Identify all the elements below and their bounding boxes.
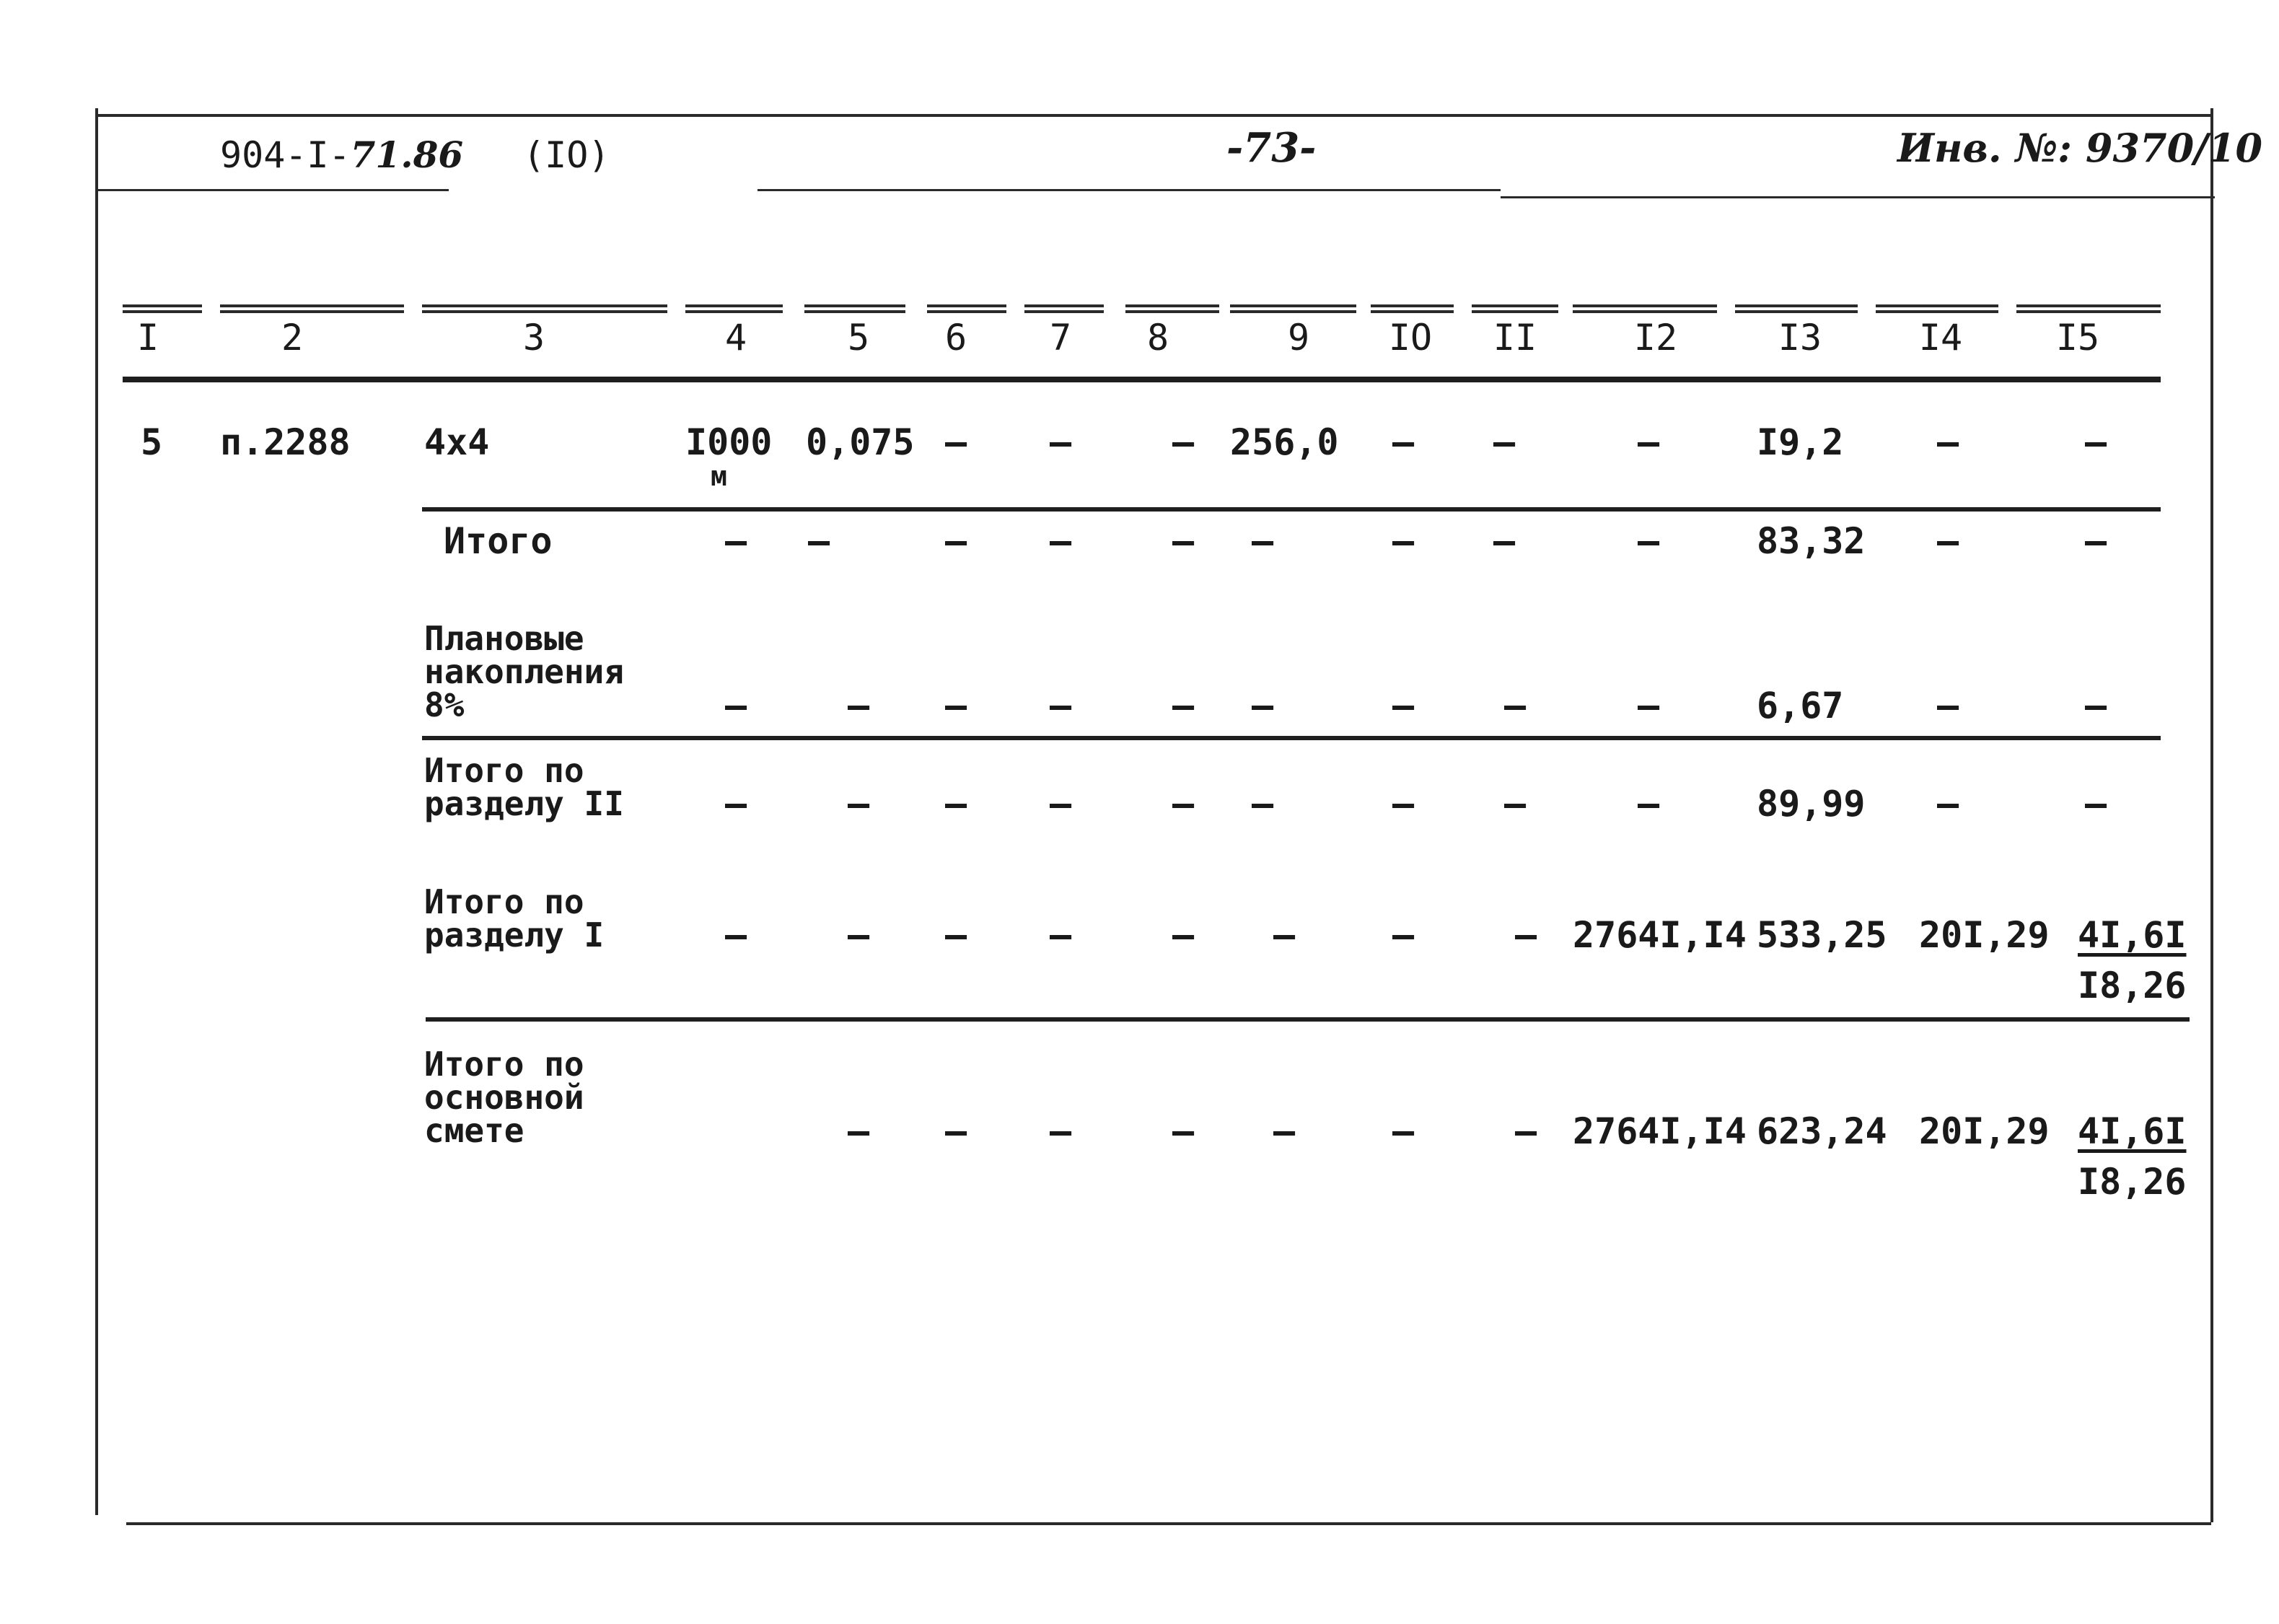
fraction-numerator: 4I,6I bbox=[2078, 914, 2187, 956]
fraction-numerator: 4I,6I bbox=[2078, 1110, 2187, 1152]
column-header-rule bbox=[2016, 304, 2161, 313]
cell-col12: 2764I,I4 bbox=[1573, 1110, 1747, 1152]
row-label-line: Итого по bbox=[424, 1045, 584, 1084]
document-code bbox=[220, 133, 463, 177]
cell-col6: – bbox=[944, 914, 967, 956]
cell-col15-fraction bbox=[2078, 1111, 2187, 1202]
cell-col6: – bbox=[944, 1110, 967, 1152]
column-header-rule bbox=[804, 304, 905, 313]
cell-col14: – bbox=[1936, 520, 1959, 562]
cell-col4: – bbox=[724, 685, 747, 727]
cell-col10: – bbox=[1392, 1110, 1415, 1152]
cell-col13: 89,99 bbox=[1757, 783, 1866, 825]
cell-col6: – bbox=[944, 783, 967, 825]
cell-col10: – bbox=[1392, 783, 1415, 825]
fraction-denominator: I8,26 bbox=[2078, 1161, 2187, 1203]
column-number: 2 bbox=[281, 317, 304, 359]
price-reference: п.2288 bbox=[220, 421, 351, 463]
cell-col4: – bbox=[724, 520, 747, 562]
cell-col13: 6,67 bbox=[1757, 685, 1844, 727]
row-label-line: 8% bbox=[424, 685, 465, 724]
cell-col14: – bbox=[1936, 685, 1959, 727]
cell-col5: – bbox=[807, 520, 830, 562]
cell-col14: 20I,29 bbox=[1919, 1110, 2050, 1152]
column-number: I bbox=[136, 317, 159, 359]
column-header-rule bbox=[123, 304, 202, 313]
cell-col13: 83,32 bbox=[1757, 520, 1866, 562]
column-header-rule bbox=[685, 304, 783, 313]
cell-col9: 256,0 bbox=[1230, 421, 1339, 463]
column-header-rule bbox=[1230, 304, 1356, 313]
row-separator bbox=[422, 507, 2161, 512]
cell-col7: – bbox=[1049, 914, 1072, 956]
column-number: 6 bbox=[944, 317, 967, 359]
cell-col12: – bbox=[1637, 421, 1660, 463]
frame-left-border bbox=[95, 108, 98, 1515]
column-number: IO bbox=[1388, 317, 1433, 359]
header-underline bbox=[758, 189, 1501, 191]
cell-col15: – bbox=[2084, 421, 2107, 463]
cell-col15: – bbox=[2084, 783, 2107, 825]
cell-col14: – bbox=[1936, 421, 1959, 463]
cell-col6: – bbox=[944, 421, 967, 463]
cell-col5: – bbox=[847, 685, 870, 727]
cell-col8: – bbox=[1172, 421, 1195, 463]
column-header-rule bbox=[1371, 304, 1454, 313]
cell-col7: – bbox=[1049, 685, 1072, 727]
frame-bottom-border bbox=[126, 1522, 2211, 1525]
column-header-rule bbox=[927, 304, 1006, 313]
cell-col9: – bbox=[1273, 914, 1296, 956]
column-header-rule bbox=[1472, 304, 1558, 313]
cell-col6: – bbox=[944, 685, 967, 727]
cell-col8: – bbox=[1172, 1110, 1195, 1152]
column-header-rule bbox=[422, 304, 667, 313]
cell-col5: – bbox=[847, 1110, 870, 1152]
column-number: 7 bbox=[1049, 317, 1072, 359]
column-number: 9 bbox=[1287, 317, 1310, 359]
cell-col11: – bbox=[1514, 1110, 1537, 1152]
header-underline bbox=[1501, 196, 2215, 198]
quantity-value: I000 bbox=[685, 421, 773, 463]
column-number: I5 bbox=[2055, 317, 2100, 359]
column-number: 4 bbox=[724, 317, 747, 359]
column-number: I3 bbox=[1778, 317, 1822, 359]
cell-col8: – bbox=[1172, 520, 1195, 562]
column-number: I2 bbox=[1633, 317, 1678, 359]
document-code-printed: 904-I- bbox=[220, 134, 351, 176]
cell-col8: – bbox=[1172, 914, 1195, 956]
cell-col7: – bbox=[1049, 1110, 1072, 1152]
cell-col5: – bbox=[847, 914, 870, 956]
cell-col11: – bbox=[1493, 520, 1516, 562]
cell-col11: – bbox=[1493, 421, 1516, 463]
cell-col7: – bbox=[1049, 520, 1072, 562]
row-label-line: Плановые bbox=[424, 619, 584, 658]
cell-col14: – bbox=[1936, 783, 1959, 825]
cell-col11: – bbox=[1503, 783, 1527, 825]
column-number: 5 bbox=[847, 317, 870, 359]
cell-col11: – bbox=[1514, 914, 1537, 956]
cell-col9: – bbox=[1273, 1110, 1296, 1152]
column-header-rule bbox=[1876, 304, 1998, 313]
row-label-line: разделу I bbox=[424, 916, 605, 954]
column-header-rule bbox=[1735, 304, 1858, 313]
cell-col10: – bbox=[1392, 914, 1415, 956]
cell-col10: – bbox=[1392, 520, 1415, 562]
cell-col5: 0,075 bbox=[806, 421, 915, 463]
cell-col12: – bbox=[1637, 685, 1660, 727]
cell-col11: – bbox=[1503, 685, 1527, 727]
cell-col12: 2764I,I4 bbox=[1573, 914, 1747, 956]
cell-col7: – bbox=[1049, 421, 1072, 463]
row-label: Итого bbox=[444, 520, 553, 562]
cell-col12: – bbox=[1637, 520, 1660, 562]
row-separator bbox=[426, 1017, 2190, 1022]
cell-col8: – bbox=[1172, 685, 1195, 727]
column-number: II bbox=[1493, 317, 1537, 359]
cell-col4: – bbox=[724, 783, 747, 825]
row-label-line: Итого по bbox=[424, 751, 584, 790]
header-underline bbox=[95, 189, 449, 191]
document-code-handwritten: 71.86 bbox=[350, 133, 464, 176]
cell-col15-fraction bbox=[2078, 915, 2187, 1006]
cell-col14: 20I,29 bbox=[1919, 914, 2050, 956]
column-header-rule bbox=[1573, 304, 1717, 313]
cell-col4: – bbox=[724, 914, 747, 956]
page-number: -73- bbox=[1226, 124, 1317, 172]
cell-col13: 533,25 bbox=[1757, 914, 1887, 956]
row-label-line: накопления bbox=[424, 652, 624, 691]
frame-right-border bbox=[2210, 108, 2213, 1522]
fraction-denominator: I8,26 bbox=[2078, 965, 2187, 1006]
column-number: I4 bbox=[1918, 317, 1963, 359]
cell-col13: I9,2 bbox=[1757, 421, 1844, 463]
row-label-line: Итого по bbox=[424, 882, 584, 921]
cell-col9: – bbox=[1251, 685, 1274, 727]
cell-col10: – bbox=[1392, 685, 1415, 727]
cell-col5: – bbox=[847, 783, 870, 825]
row-label-line: смете bbox=[424, 1111, 524, 1150]
column-number: 3 bbox=[522, 317, 545, 359]
cell-col12: – bbox=[1637, 783, 1660, 825]
column-number: 8 bbox=[1146, 317, 1169, 359]
cell-col15: – bbox=[2084, 685, 2107, 727]
cell-col10: – bbox=[1392, 421, 1415, 463]
row-label-line: основной bbox=[424, 1078, 584, 1117]
frame-top-border bbox=[95, 114, 2212, 117]
row-label-line: разделу II bbox=[424, 784, 624, 823]
row-label: 4x4 bbox=[424, 421, 490, 463]
cell-col9: – bbox=[1251, 520, 1274, 562]
column-header-rule bbox=[1024, 304, 1104, 313]
inventory-number: Инв. №: 9370/10 bbox=[1897, 125, 2263, 171]
section-number: (IO) bbox=[523, 134, 610, 176]
column-header-bottom-rule bbox=[123, 377, 2161, 382]
cell-col9: – bbox=[1251, 783, 1274, 825]
quantity-unit: м bbox=[711, 460, 727, 492]
cell-col6: – bbox=[944, 520, 967, 562]
cell-col13: 623,24 bbox=[1757, 1110, 1887, 1152]
cell-col8: – bbox=[1172, 783, 1195, 825]
cell-col15: – bbox=[2084, 520, 2107, 562]
cell-col7: – bbox=[1049, 783, 1072, 825]
column-header-rule bbox=[1125, 304, 1219, 313]
column-header-rule bbox=[220, 304, 404, 313]
row-separator bbox=[422, 736, 2161, 740]
row-number: 5 bbox=[141, 421, 163, 463]
